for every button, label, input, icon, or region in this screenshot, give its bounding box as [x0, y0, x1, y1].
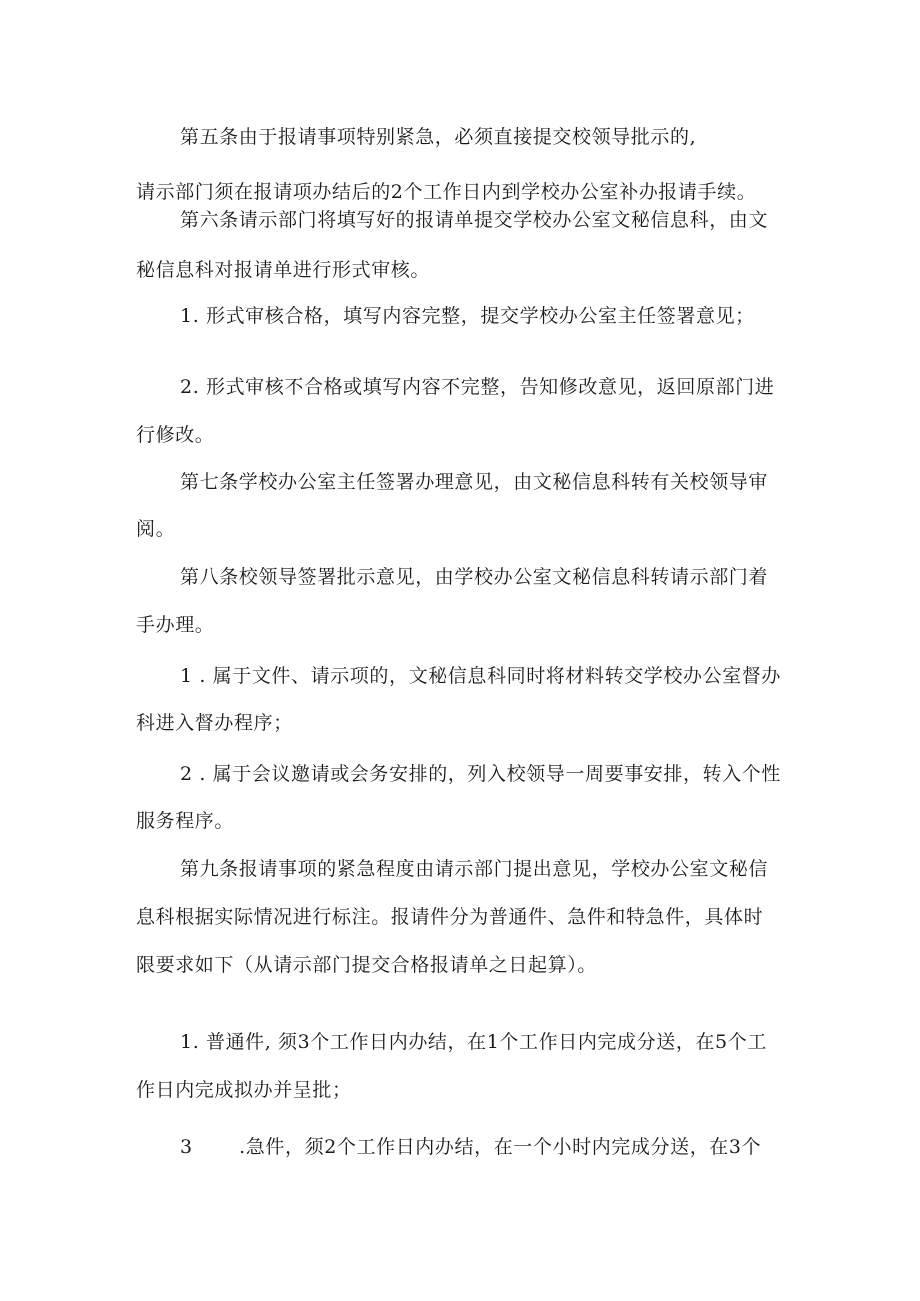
text-line-19: 1. 普通件, 须3个工作日内办结，在1个工作日内完成分送，在5个工 — [180, 1031, 767, 1053]
text-line-12: 1 . 属于文件、请示项的，文秘信息科同时将材料转交学校办公室督办 — [180, 665, 782, 687]
text-line-2: 请示部门须在报请项办结后的2个工作日内到学校办公室补办报请手续。 — [136, 181, 757, 203]
text-line-9: 阅。 — [136, 518, 176, 540]
text-line-7: 行修改。 — [136, 424, 215, 446]
text-line-3: 第六条请示部门将填写好的报请单提交学校办公室文秘信息科，由文 — [180, 209, 769, 231]
text-line-10: 第八条校领导签署批示意见，由学校办公室文秘信息科转请示部门着 — [180, 566, 769, 588]
text-line-16: 第九条报请事项的紧急程度由请示部门提出意见，学校办公室文秘信 — [180, 858, 769, 880]
text-line-8: 第七条学校办公室主任签署办理意见，由文秘信息科转有关校领导审 — [180, 471, 769, 493]
text-line-20: 作日内完成拟办并呈批； — [136, 1079, 352, 1101]
text-line-13: 科进入督办程序； — [136, 712, 293, 734]
text-line-15: 服务程序。 — [136, 810, 235, 832]
text-line-4: 秘信息科对报请单进行形式审核。 — [136, 259, 431, 281]
text-line-14: 2 . 属于会议邀请或会务安排的，列入校领导一周要事安排，转入个性 — [180, 763, 782, 785]
text-line-5: 1. 形式审核合格，填写内容完整，提交学校办公室主任签署意见； — [180, 305, 755, 327]
text-line-18: 限要求如下（从请示部门提交合格报请单之日起算）。 — [136, 954, 597, 976]
text-line-17: 息科根据实际情况进行标注。报请件分为普通件、急件和特急件，具体时 — [136, 906, 764, 928]
text-line-1: 第五条由于报请事项特别紧急，必须直接提交校领导批示的, — [180, 126, 697, 148]
text-line-11: 手办理。 — [136, 614, 215, 636]
text-line-21: 3 .急件，须2个工作日内办结，在一个小时内完成分送，在3个 — [180, 1136, 762, 1158]
text-line-6: 2. 形式审核不合格或填写内容不完整，告知修改意见，返回原部门进 — [180, 376, 775, 398]
